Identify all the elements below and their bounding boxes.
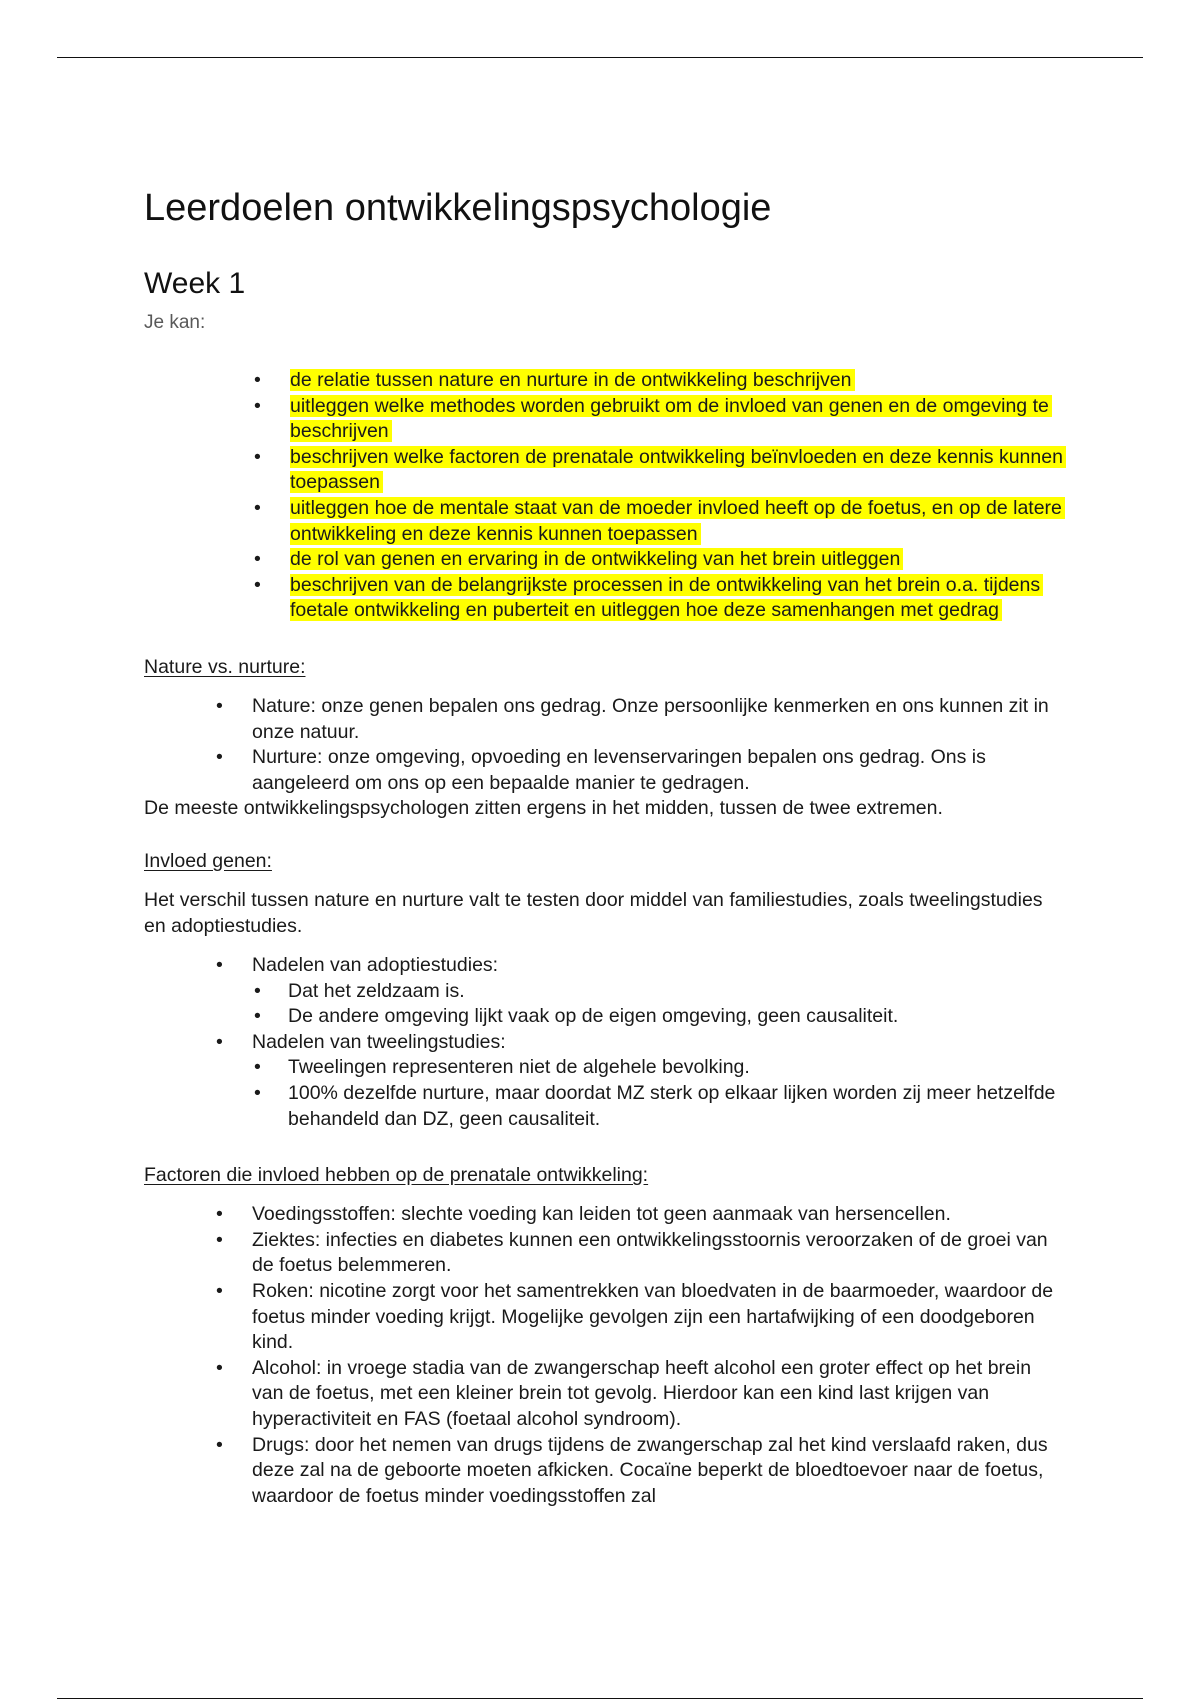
list-item-text: Drugs: door het nemen van drugs tijdens de zwangerschap zal het kind verslaafd raken, dus deze zal na de geboorte moeten afkicken. Cocaïne beperkt de bloedtoevoer naar de foetus, waardoor de foetus minder voedingsstoffen zal [252, 1433, 1048, 1507]
list-item [254, 1055, 1064, 1081]
bullet-icon: • [216, 954, 223, 977]
highlighted-text: beschrijven van de belangrijkste processen in de ontwikkeling van het brein o.a. tijdens foetale ontwikkeling en puberteit en uitleggen hoe deze samenhangen met gedrag [290, 574, 1043, 622]
highlighted-text: beschrijven welke factoren de prenatale ontwikkeling beïnvloeden en deze kennis kunnen toepassen [290, 446, 1066, 494]
nadelen-list [216, 953, 1064, 1132]
intro-text: Je kan: [144, 312, 206, 333]
bullet-icon: • [254, 496, 261, 519]
list-item [254, 547, 1064, 573]
highlighted-text: uitleggen welke methodes worden gebruikt om de invloed van genen en de omgeving te beschrijven [290, 395, 1052, 443]
list-item [216, 953, 1064, 1030]
list-item [254, 1081, 1064, 1132]
list-item-text: Nature: onze genen bepalen ons gedrag. Onze persoonlijke kenmerken en ons kunnen zit in onze natuur. [252, 694, 1049, 743]
bullet-icon: • [254, 445, 261, 468]
genen-paragraph: Het verschil tussen nature en nurture valt te testen door middel van familiestudies, zoals tweelingstudies en adoptiestudies. [144, 888, 1043, 937]
tweeling-sublist [254, 1055, 1064, 1132]
bullet-icon: • [216, 1203, 223, 1226]
bullet-icon: • [254, 1082, 261, 1105]
list-item-text: Ziektes: infecties en diabetes kunnen een ontwikkelingsstoornis veroorzaken of de groei van de foetus belemmeren. [252, 1228, 1048, 1277]
bullet-icon: • [254, 548, 261, 571]
list-item [254, 979, 1064, 1005]
section-heading-factoren: Factoren die invloed hebben op de prenatale ontwikkeling: [144, 1164, 649, 1187]
bullet-icon: • [216, 746, 223, 769]
list-item [254, 445, 1064, 496]
list-item [216, 1279, 1064, 1356]
list-item-text: Nadelen van adoptiestudies: [252, 954, 499, 977]
list-item-text: Nurture: onze omgeving, opvoeding en levenservaringen bepalen ons gedrag. Ons is aangeleerd om ons op een bepaalde manier te gedragen. [252, 746, 986, 794]
section-heading-invloed-genen: Invloed genen: [144, 849, 272, 872]
bottom-rule [57, 1698, 1143, 1699]
list-item-text: Tweelingen representeren niet de algehele bevolking. [288, 1056, 750, 1079]
learning-goals-list [254, 368, 1064, 624]
list-item [254, 573, 1064, 624]
bullet-icon: • [216, 1228, 223, 1251]
bullet-icon: • [254, 573, 261, 596]
bullet-icon: • [254, 394, 261, 417]
list-item [254, 394, 1064, 445]
list-item-text: Nadelen van tweelingstudies: [252, 1030, 506, 1053]
document-page [144, 180, 1064, 1509]
bullet-icon: • [254, 369, 261, 391]
bullet-icon: • [216, 1280, 223, 1303]
bullet-icon: • [216, 1356, 223, 1379]
list-item-text: De andere omgeving lijkt vaak op de eigen omgeving, geen causaliteit. [288, 1005, 899, 1028]
list-item-text: Dat het zeldzaam is. [288, 979, 465, 1002]
bullet-icon: • [254, 979, 261, 1002]
nature-conclusion: De meeste ontwikkelingspsychologen zitten ergens in het midden, tussen de twee extremen. [144, 797, 943, 820]
list-item [216, 1202, 1064, 1228]
document-title: Leerdoelen ontwikkelingspsychologie [144, 187, 772, 229]
nature-nurture-list [216, 694, 1064, 796]
section-heading-nature-nurture: Nature vs. nurture: [144, 655, 306, 678]
list-item [216, 1228, 1064, 1279]
list-item [216, 1030, 1064, 1132]
bullet-icon: • [216, 694, 223, 717]
list-item-text: Roken: nicotine zorgt voor het samentrekken van bloedvaten in de baarmoeder, waardoor de foetus minder voeding krijgt. Mogelijke gevolgen zijn een hartafwijking of een doodgeboren kind. [252, 1280, 1054, 1354]
list-item-text: Voedingsstoffen: slechte voeding kan leiden tot geen aanmaak van hersencellen. [252, 1203, 951, 1226]
bullet-icon: • [254, 1056, 261, 1079]
highlighted-text: de rol van genen en ervaring in de ontwikkeling van het brein uitleggen [290, 548, 903, 570]
factoren-list [216, 1202, 1064, 1509]
list-item [254, 368, 1064, 394]
highlighted-text: de relatie tussen nature en nurture in de ontwikkeling beschrijven [290, 369, 855, 391]
list-item-text: Alcohol: in vroege stadia van de zwangerschap heeft alcohol een groter effect op het brein van de foetus, met een kleiner brein tot gevolg. Hierdoor kan een kind last krijgen van hyperactiviteit en FAS (foetaal alcohol syndroom). [252, 1356, 1032, 1430]
bullet-icon: • [216, 1433, 223, 1456]
week-heading: Week 1 [144, 267, 246, 300]
highlighted-text: uitleggen hoe de mentale staat van de moeder invloed heeft op de foetus, en op de latere ontwikkeling en deze kennis kunnen toepassen [290, 497, 1065, 545]
top-rule [57, 57, 1143, 58]
list-item [216, 694, 1064, 745]
list-item [216, 1356, 1064, 1433]
bullet-icon: • [254, 1005, 261, 1028]
bullet-icon: • [216, 1030, 223, 1053]
list-item [254, 1004, 1064, 1030]
adoptie-sublist [254, 979, 1064, 1030]
list-item [216, 745, 1064, 796]
list-item [254, 496, 1064, 547]
list-item-text: 100% dezelfde nurture, maar doordat MZ sterk op elkaar lijken worden zij meer hetzelfde behandeld dan DZ, geen causaliteit. [288, 1082, 1056, 1130]
list-item [216, 1433, 1064, 1510]
